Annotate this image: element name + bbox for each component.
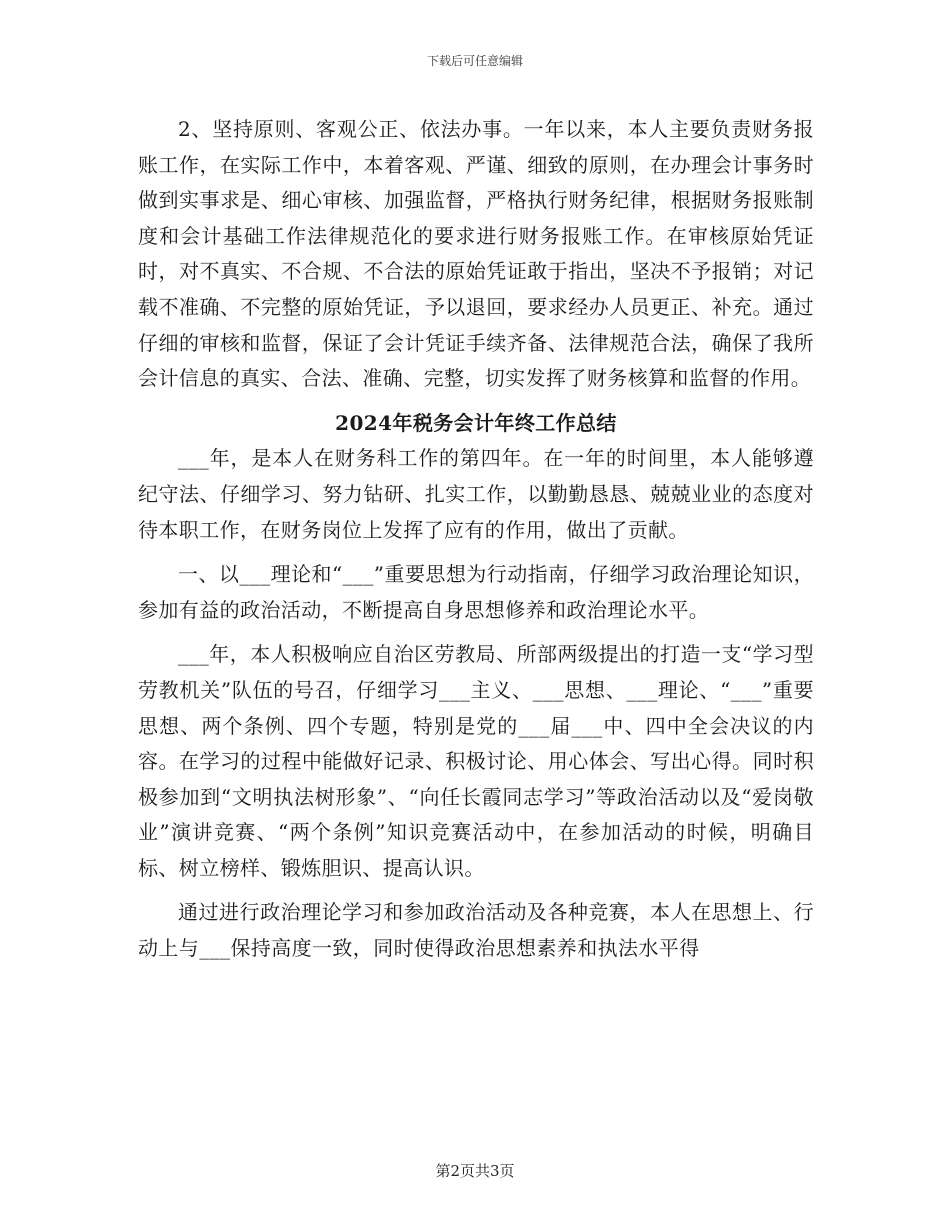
paragraph: 2、坚持原则、客观公正、依法办事。一年以来，本人主要负责财务报账工作，在实际工作中，本着客观、严谨、细致的原则，在办理会计事务时做到实事求是、细心审核、加强监督，严格执行财务纪律，根据财务报账制度和会计基础工作法律规范化的要求进行财务报账工作。在审核原始凭证时，对不真实、不合规、不合法的原始凭证敢于指出，坚决不予报销；对记载不准确、不完整的原始凭证，予以退回，要求经办人员更正、补充。通过仔细的审核和监督，保证了会计凭证手续齐备、法律规范合法，确保了我所会计信息的真实、合法、准确、完整，切实发挥了财务核算和监督的作用。 [138,117,814,391]
document-body [138,112,814,967]
paragraph: 一、以___理论和“___”重要思想为行动指南，仔细学习政治理论知识，参加有益的政治活动，不断提高自身思想修养和政治理论水平。 [138,562,814,622]
download-note: 下载后可任意编辑 [426,54,523,68]
paragraph: ___年，是本人在财务科工作的第四年。在一年的时间里，本人能够遵纪守法、仔细学习、努力钻研、扎实工作，以勤勤恳恳、兢兢业业的态度对待本职工作，在财务岗位上发挥了应有的作用，做出了贡献。 [138,446,814,542]
page-number: 第2页共3页 [435,1162,515,1180]
document-title: 2024年税务会计年终工作总结 [335,410,617,435]
paragraph: 通过进行政治理论学习和参加政治活动及各种竞赛，本人在思想上、行动上与___保持高度一致，同时使得政治思想素养和执法水平得 [138,900,814,961]
paragraph: ___年，本人积极响应自治区劳教局、所部两级提出的打造一支“学习型劳教机关”队伍的号召，仔细学习___主义、___思想、___理论、“___”重要思想、两个条例、四个专题，特别是党的___届___中、四中全会决议的内容。在学习的过程中能做好记录、积极讨论、用心体会、写出心得。同时积极参加到“文明执法树形象”、“向任长霞同志学习”等政治活动以及“爱岗敬业”演讲竞赛、“两个条例”知识竞赛活动中，在参加活动的时候，明确目标、树立榜样、锻炼胆识、提高认识。 [138,642,814,880]
